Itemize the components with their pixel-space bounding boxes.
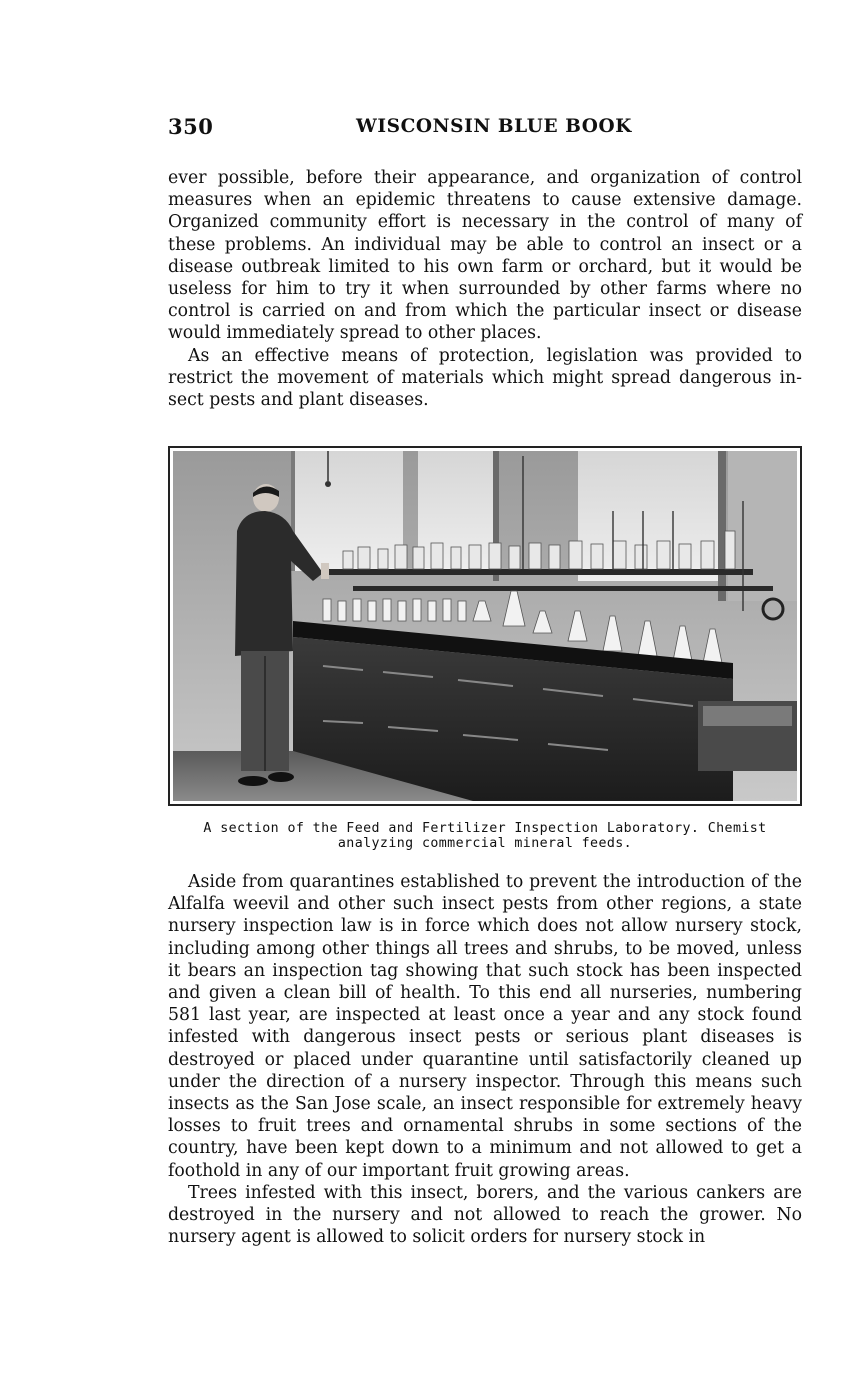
paragraph-infested-trees: Trees infested with this insect, borers, and the various cankers are destroyed in the nursery and not allowed to reach the grower. No nursery agent is allowed to solicit orders for nursery stock in [168,1182,802,1248]
caption-line-1: A section of the Feed and Fertilizer Inspection Laboratory. Chemist [203,821,767,836]
laboratory-photo-illustration [173,451,797,801]
page-number: 350 [168,114,214,139]
caption-line-2: analyzing commercial mineral feeds. [337,835,633,851]
paragraph-legislation: As an effective means of protection, legislation was provided to restrict the movement of materials which might spread dangerous insect pests and plant diseases. [168,345,802,411]
body-text-top [168,167,802,411]
paragraph-continued: ever possible, before their appearance, and organization of control measures when an epidemic threatens to cause extensive damage. Organized community effort is necessary in the control of many of these problems. An individual may be able to control an insect or a disease outbreak limited to his own farm or orchard, but it would be useless for him to try it when surrounded by other farms where no control is carried on and from which the particular insect or disease would immediately spread to other places. [168,168,802,344]
book-title: WISCONSIN BLUE BOOK [356,116,632,137]
laboratory-photograph [168,446,802,806]
running-head [168,114,802,142]
body-text-bottom [168,871,802,1248]
paragraph-nursery-inspection: Aside from quarantines established to prevent the introduction of the Alfalfa weevil and other such insect pests from other regions, a state nursery inspection law is in force which does not allow nursery stock, including among other things all trees and shrubs, to be moved, unless it bears an inspection tag showing that such stock has been inspected and given a clean bill of health. To this end all nurseries, numbering 581 last year, are inspected at least once a year and any stock found infested with dangerous insect pests or serious plant diseases is destroyed or placed under quarantine until satisfactorily cleaned up under the direction of a nursery inspector. Through this means such insects as the San Jose scale, an insect responsible for extremely heavy losses to fruit trees and ornamental shrubs in some sections of the country, have been kept down to a minimum and not allowed to get a foothold in any of our important fruit growing areas. [168,872,802,1181]
figure-caption [168,822,802,851]
